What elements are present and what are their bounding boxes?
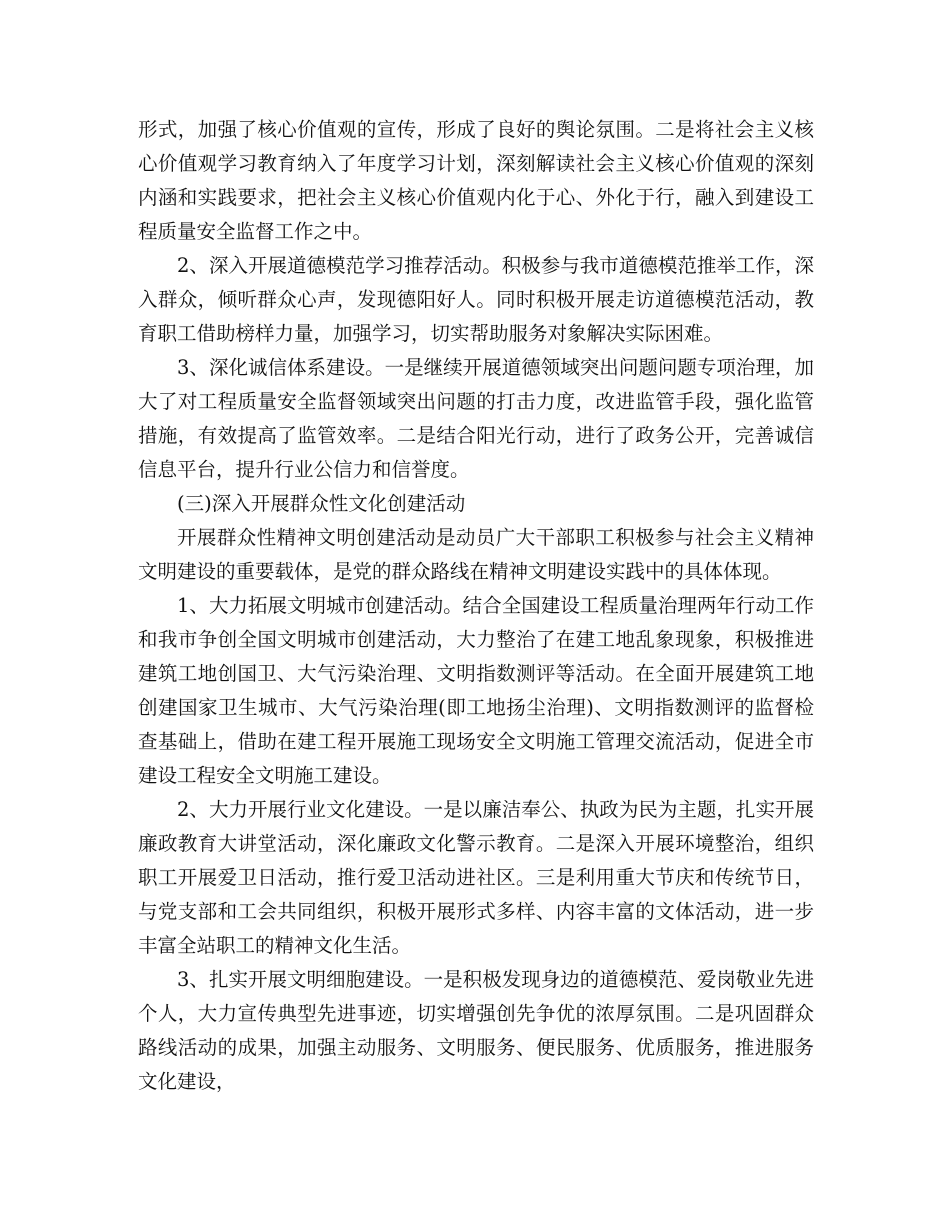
paragraph-6: 1、大力拓展文明城市创建活动。结合全国建设工程质量治理两年行动工作和我市争创全国文明城市创建活动，大力整治了在建工地乱象现象，积极推进建筑工地创国卫、大气污染治理、文明指数测评等活动。在全面开展建筑工地创建国家卫生城市、大气污染治理(即工地扬尘治理)、文明指数测评的监督检查基础上，借助在建工程开展施工现场安全文明施工管理交流活动，促进全市建设工程安全文明施工建设。 [138,594,814,787]
paragraph-2: 2、深入开展道德模范学习推荐活动。积极参与我市道德模范推举工作，深入群众，倾听群众心声，发现德阳好人。同时积极开展走访道德模范活动，教育职工借助榜样力量，加强学习，切实帮助服务对象解决实际困难。 [138,254,814,345]
paragraph-7: 2、大力开展行业文化建设。一是以廉洁奉公、执政为民为主题，扎实开展廉政教育大讲堂活动，深化廉政文化警示教育。二是深入开展环境整治，组织职工开展爱卫日活动，推行爱卫活动进社区。三是利用重大节庆和传统节日，与党支部和工会共同组织，积极开展形式多样、内容丰富的文体活动，进一步丰富全站职工的精神文化生活。 [138,798,814,957]
paragraph-3: 3、深化诚信体系建设。一是继续开展道德领域突出问题问题专项治理，加大了对工程质量安全监督领域突出问题的打击力度，改进监管手段，强化监管措施，有效提高了监管效率。二是结合阳光行动，进行了政务公开，完善诚信信息平台，提升行业公信力和信誉度。 [138,356,814,481]
paragraph-1: 形式，加强了核心价值观的宣传，形成了良好的舆论氛围。二是将社会主义核心价值观学习教育纳入了年度学习计划，深刻解读社会主义核心价值观的深刻内涵和实践要求，把社会主义核心价值观内化于心、外化于行，融入到建设工程质量安全监督工作之中。 [138,118,814,243]
paragraph-8: 3、扎实开展文明细胞建设。一是积极发现身边的道德模范、爱岗敬业先进个人，大力宣传典型先进事迹，切实增强创先争优的浓厚氛围。二是巩固群众路线活动的成果，加强主动服务、文明服务、便民服务、优质服务，推进服务文化建设， [138,968,814,1093]
section-heading: (三)深入开展群众性文化创建活动 [177,492,466,515]
document-body [138,113,814,1099]
paragraph-5: 开展群众性精神文明创建活动是动员广大干部职工积极参与社会主义精神文明建设的重要载体，是党的群众路线在精神文明建设实践中的具体体现。 [138,526,814,583]
